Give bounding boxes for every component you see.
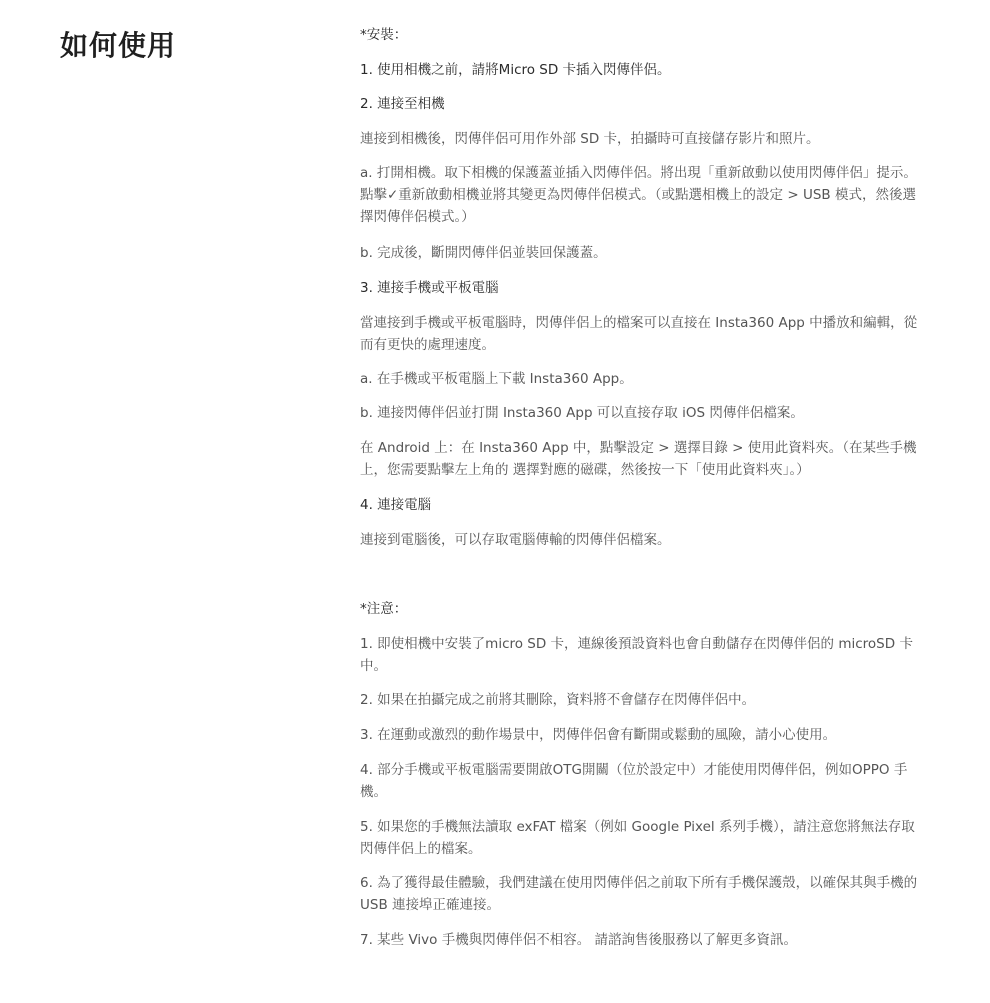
note-item: 7. 某些 Vivo 手機與閃傳伴侶不相容。 請諮詢售後服務以了解更多資訊。 <box>360 932 797 948</box>
note-item: 4. 部分手機或平板電腦需要開啟OTG開關（位於設定中）才能使用閃傳伴侶，例如OPPO 手機。 <box>360 762 908 800</box>
notes-heading: *注意： <box>360 601 408 617</box>
install-step-3-b: b. 連接閃傳伴侶並打開 Insta360 App 可以直接存取 iOS 閃傳伴侶檔案。 <box>360 405 804 421</box>
note-item: 6. 為了獲得最佳體驗，我們建議在使用閃傳伴侶之前取下所有手機保護殼，以確保其與手機的 USB 連接埠正確連接。 <box>360 875 918 913</box>
install-step-2-desc: 連接到相機後，閃傳伴侶可用作外部 SD 卡，拍攝時可直接儲存影片和照片。 <box>360 131 820 147</box>
note-item: 5. 如果您的手機無法讀取 exFAT 檔案（例如 Google Pixel 系列手機），請注意您將無法存取閃傳伴侶上的檔案。 <box>360 819 915 857</box>
page-title: 如何使用 <box>60 29 177 62</box>
install-step-3-a: a. 在手機或平板電腦上下載 Insta360 App。 <box>360 371 633 387</box>
install-step-4-desc: 連接到電腦後，可以存取電腦傳輸的閃傳伴侶檔案。 <box>360 532 671 548</box>
install-step-1: 1. 使用相機之前，請將Micro SD 卡插入閃傳伴侶。 <box>360 62 671 78</box>
install-heading: *安裝： <box>360 27 408 43</box>
install-step-4-heading: 4. 連接電腦 <box>360 497 432 513</box>
install-step-3-android: 在 Android 上：在 Insta360 App 中，點擊設定 > 選擇目錄 > 使用此資料夾。（在某些手機上，您需要點擊左上角的 選擇對應的磁碟，然後按一下「使用此資料夾」。） <box>360 440 917 478</box>
note-item: 2. 如果在拍攝完成之前將其刪除，資料將不會儲存在閃傳伴侶中。 <box>360 692 756 708</box>
install-step-2-b: b. 完成後，斷開閃傳伴侶並裝回保護蓋。 <box>360 245 607 261</box>
install-step-3-heading: 3. 連接手機或平板電腦 <box>360 280 499 296</box>
note-item: 1. 即使相機中安裝了micro SD 卡，連線後預設資料也會自動儲存在閃傳伴侶的 microSD 卡中。 <box>360 636 913 674</box>
install-step-2-heading: 2. 連接至相機 <box>360 96 445 112</box>
install-step-3-desc: 當連接到手機或平板電腦時，閃傳伴侶上的檔案可以直接在 Insta360 App 中播放和編輯，從而有更快的處理速度。 <box>360 315 918 353</box>
install-step-2-a: a. 打開相機。取下相機的保護蓋並插入閃傳伴侶。將出現「重新啟動以使用閃傳伴侶」提示。點擊✓重新啟動相機並將其變更為閃傳伴侶模式。（或點選相機上的設定 > USB 模式，然後選擇閃傳伴侶模式。） <box>360 165 917 225</box>
note-item: 3. 在運動或激烈的動作場景中，閃傳伴侶會有斷開或鬆動的風險，請小心使用。 <box>360 727 837 743</box>
